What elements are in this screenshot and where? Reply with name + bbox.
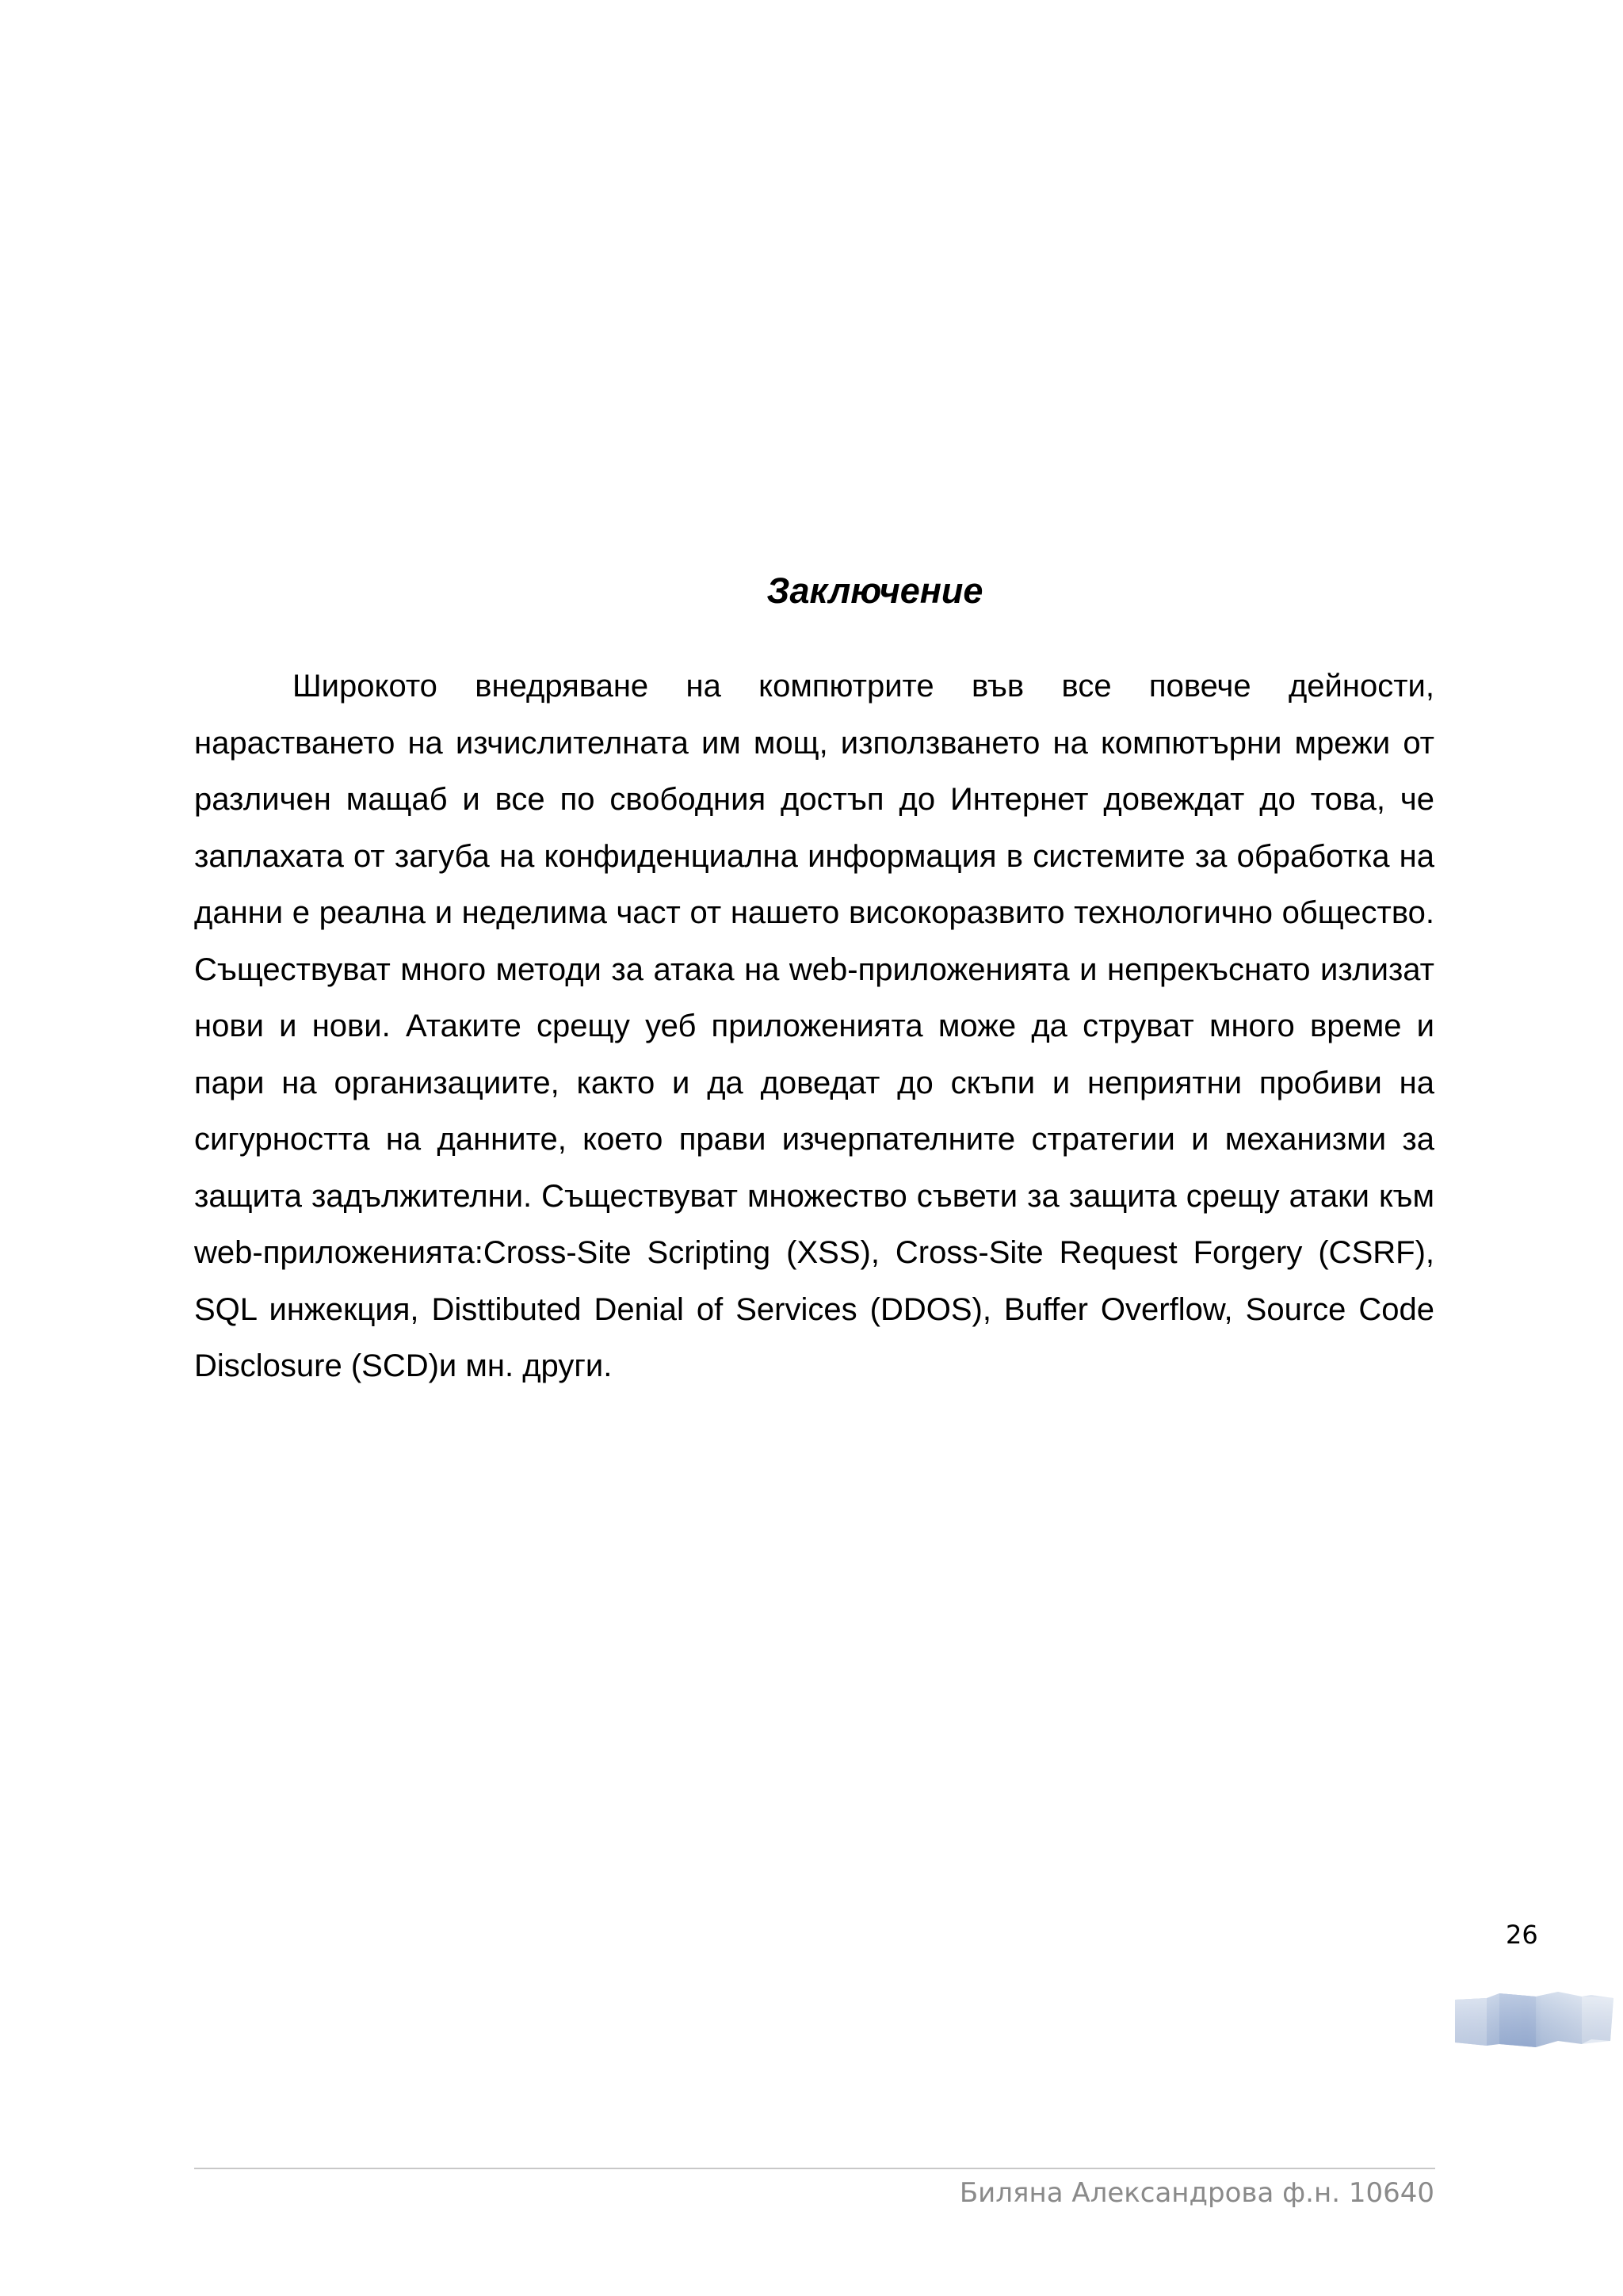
page-ribbon-icon (1455, 1989, 1613, 2050)
section-heading: Заключение (766, 570, 983, 611)
body-paragraph: Широкото внедряване на компютрите във все повече дейности, нарастването на изчислителната им мощ, използването на компютърни мрежи от различен мащаб и все по свободния достъп до Интернет довеждат до това, че заплахата от загуба на конфиденциална информация в системите за обработка на данни е реална и неделима част от нашето високоразвито технологично общество. Съществуват много методи за атака на web-приложенията и непрекъснато излизат нови и нови. Атаките срещу уеб приложенията може да струват много време и пари на организациите, както и да доведат до скъпи и неприятни пробиви на сигурността на данните, което прави изчерпателните стратегии и механизми за защита задължителни. Съществуват множество съвети за защита срещу атаки към web-приложенията:Cross-Site Scripting (XSS), Cross-Site Request Forgery (CSRF), SQL инжекция, Disttibuted Denial of Services (DDOS), Buffer Overflow, Source Code Disclosure (SCD)и мн. други. (194, 669, 1434, 1383)
footer-author-line: Биляна Александрова ф.н. 10640 (959, 2177, 1434, 2209)
page-number: 26 (1506, 1920, 1538, 1950)
footer-divider (194, 2168, 1435, 2169)
